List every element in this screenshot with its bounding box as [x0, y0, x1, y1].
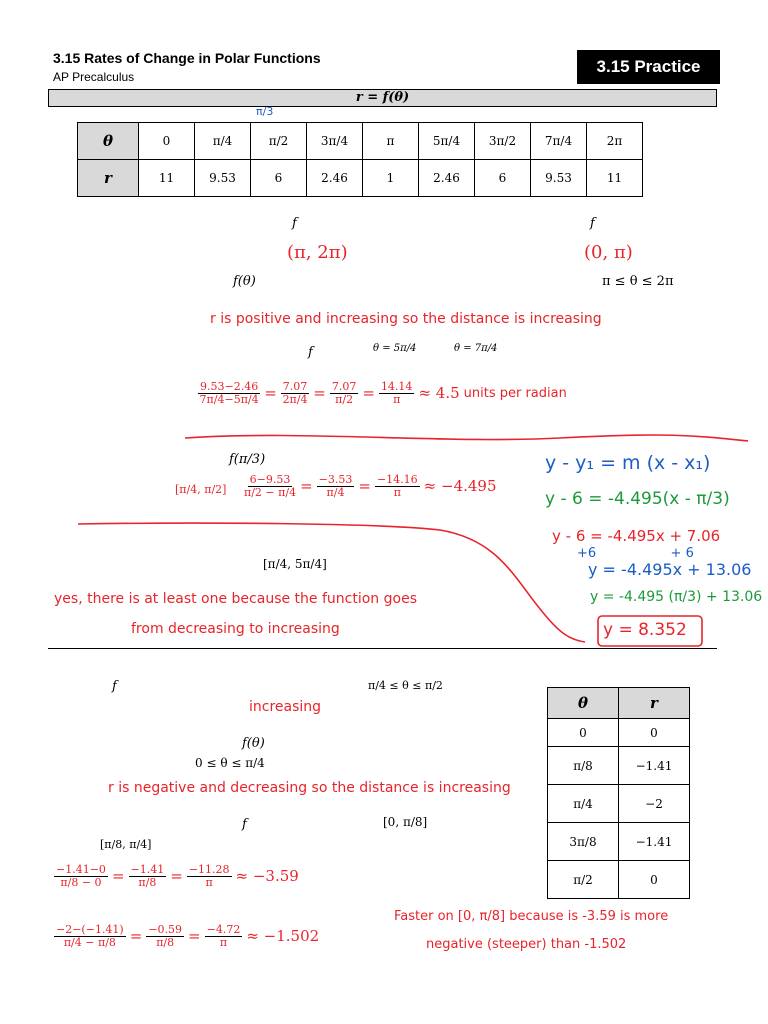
q5-f2: f: [242, 817, 247, 832]
r-cell: 6: [251, 160, 307, 197]
q1-interval-right: (0, π): [584, 242, 633, 263]
q3-step1-num: −3.53: [318, 473, 353, 486]
q2-unit: units per radian: [463, 385, 567, 401]
r-cell: 2.46: [307, 160, 363, 197]
q2-calculation: $\frac{9.53-2.46}{7\pi/4-5\pi/4}$ = $\frac{7.07}{2\pi/4}$ = $\frac{7.07}{\pi/2}$ = $\frac{14.14}{\pi}$ ≈ 4.5 units per radian: [199, 380, 567, 406]
table-row: [548, 719, 690, 747]
q5-c1-s1n: −1.41: [130, 863, 165, 876]
table-row: [548, 785, 690, 823]
q3-interval: [π/4, π/2]: [175, 483, 227, 496]
theta-cell: 0: [139, 123, 195, 160]
q2-result: ≈ 4.5: [418, 384, 460, 403]
table-row: [548, 747, 690, 785]
side-r-cell: 0: [619, 719, 690, 747]
q5-c2-s2d: π: [219, 935, 228, 949]
theta-cell: 7π/4: [531, 123, 587, 160]
q5-c1-num: −1.41−0: [56, 863, 106, 876]
q3-result: ≈ −4.495: [423, 477, 497, 496]
theta-cell: 3π/4: [307, 123, 363, 160]
r-cell: 9.53: [195, 160, 251, 197]
r-cell: 2.46: [419, 160, 475, 197]
q5-calculation-1: $\frac{-1.41-0}{\pi/8 - 0}$ = $\frac{-1.41}{\pi/8}$ = $\frac{-11.28}{\pi}$ ≈ −3.59: [56, 863, 299, 889]
r-cell: 6: [475, 160, 531, 197]
q2-step1-den: 2π/4: [282, 392, 308, 406]
q5-c2-s1n: −0.59: [148, 923, 183, 936]
q5-c1-s1d: π/8: [138, 875, 157, 889]
theta-cell: π/2: [251, 123, 307, 160]
theta-cell: π: [363, 123, 419, 160]
q3-calc-num: 6−9.53: [249, 473, 291, 486]
theta-cell: 3π/2: [475, 123, 531, 160]
work-line-equation: y = -4.495x + 13.06: [588, 560, 752, 579]
side-theta-cell: 3π/8: [548, 823, 619, 861]
q3-step2-num: −14.16: [376, 473, 418, 486]
q3-calc-den: π/2 − π/4: [244, 485, 297, 499]
q5-c1-result: ≈ −3.59: [235, 867, 299, 886]
q4-answer-line2: from decreasing to increasing: [131, 621, 340, 637]
side-theta-cell: 0: [548, 719, 619, 747]
side-table-header: [548, 688, 690, 719]
side-theta-cell: π/4: [548, 785, 619, 823]
q1-range: π ≤ θ ≤ 2π: [602, 274, 674, 289]
q5-faster-line1: Faster on [0, π/8] because is -3.59 is more: [394, 909, 669, 924]
q2-step3-num: 14.14: [380, 380, 413, 393]
q5-answer-b: r is negative and decreasing so the distance is increasing: [108, 780, 511, 796]
r-cell: 11: [139, 160, 195, 197]
work-line-distribute: y - 6 = -4.495x + 7.06: [552, 527, 721, 545]
q2-step1-num: 7.07: [282, 380, 308, 393]
q3-calculation: $\frac{6-9.53}{\pi/2 - \pi/4}$ = $\frac{-3.53}{\pi/4}$ = $\frac{-14.16}{\pi}$ ≈ −4.495: [244, 473, 497, 499]
q3-step1-den: π/4: [326, 485, 345, 499]
q5-range: π/4 ≤ θ ≤ π/2: [368, 679, 443, 692]
q5-f: f: [112, 679, 117, 694]
q5-c1-s2n: −11.28: [188, 863, 230, 876]
q2-theta-b: θ = 7π/4: [454, 343, 498, 354]
r-cell: 1: [363, 160, 419, 197]
section-divider: [48, 648, 717, 649]
q2-step2-num: 7.07: [331, 380, 357, 393]
course-name: AP Precalculus: [53, 70, 135, 84]
q1-f-right: f: [590, 216, 595, 231]
work-line-point-slope: y - y₁ = m (x - x₁): [545, 452, 711, 474]
q5-calculation-2: $\frac{-2-(-1.41)}{\pi/4 - \pi/8}$ = $\frac{-0.59}{\pi/8}$ = $\frac{-4.72}{\pi}$ ≈ −1.502: [56, 923, 320, 949]
worksheet-title: 3.15 Rates of Change in Polar Functions: [53, 50, 321, 66]
theta-cell: π/4: [195, 123, 251, 160]
q5-c2-s2n: −4.72: [206, 923, 241, 936]
formula-bar: r = f(θ): [48, 89, 717, 107]
table-row: [548, 823, 690, 861]
q1-answer: r is positive and increasing so the distance is increasing: [210, 311, 602, 327]
q1-f-left: f: [292, 216, 297, 231]
side-r-cell: −1.41: [619, 747, 690, 785]
q1-interval-left: (π, 2π): [287, 242, 348, 263]
practice-badge: 3.15 Practice: [577, 50, 720, 84]
q5-answer-a: increasing: [249, 699, 322, 715]
side-r-cell: 0: [619, 861, 690, 899]
handwritten-pi-over-3: π/3: [256, 105, 274, 118]
theta-header: θ: [78, 123, 139, 160]
q5-c2-result: ≈ −1.502: [246, 927, 320, 946]
side-r-header: r: [619, 688, 690, 719]
side-theta-header: θ: [548, 688, 619, 719]
side-theta-cell: π/2: [548, 861, 619, 899]
work-line-answer: y = 8.352: [603, 620, 687, 640]
work-line-add-six: +6 + 6: [577, 546, 694, 561]
work-line-evaluate: y = -4.495 (π/3) + 13.06: [590, 589, 763, 605]
q4-answer-line1: yes, there is at least one because the function goes: [54, 591, 417, 607]
theta-cell: 2π: [587, 123, 643, 160]
work-line-substitute: y - 6 = -4.495(x - π/3): [545, 489, 730, 509]
q5-faster-line2: negative (steeper) than -1.502: [426, 937, 627, 952]
q2-theta-a: θ = 5π/4: [373, 343, 417, 354]
q5-range2: 0 ≤ θ ≤ π/4: [195, 756, 265, 770]
q5-interval-b: [π/8, π/4]: [100, 838, 152, 851]
q2-calc-den-a: 7π/4: [199, 392, 225, 406]
q5-c2-s1d: π/8: [156, 935, 175, 949]
table-row: [548, 861, 690, 899]
q3-step2-den: π: [393, 485, 401, 499]
q2-calc-den-b: 5π/4: [233, 392, 259, 406]
q5-c1-s2d: π: [205, 875, 213, 889]
q5-f-theta: f(θ): [242, 736, 265, 751]
q5-c1-den: π/8 − 0: [60, 875, 102, 889]
q5-c2-num: −2−(−1.41): [56, 923, 124, 936]
side-r-cell: −1.41: [619, 823, 690, 861]
q5-interval-a: [0, π/8]: [383, 815, 428, 829]
side-theta-cell: π/8: [548, 747, 619, 785]
r-cell: 11: [587, 160, 643, 197]
q5-c2-den: π/4 − π/8: [63, 935, 116, 949]
theta-r-table: [547, 687, 690, 899]
q1-f-theta: f(θ): [233, 274, 256, 289]
q4-interval: [π/4, 5π/4]: [263, 557, 327, 571]
q2-step2-den: π/2: [335, 392, 354, 406]
theta-cell: 5π/4: [419, 123, 475, 160]
q2-f: f: [308, 345, 313, 360]
q3-f-pi3: f(π/3): [229, 452, 266, 467]
q2-calc-num: 9.53−2.46: [200, 380, 259, 393]
r-cell: 9.53: [531, 160, 587, 197]
r-header: r: [78, 160, 139, 197]
side-r-cell: −2: [619, 785, 690, 823]
q2-step3-den: π: [393, 392, 401, 406]
